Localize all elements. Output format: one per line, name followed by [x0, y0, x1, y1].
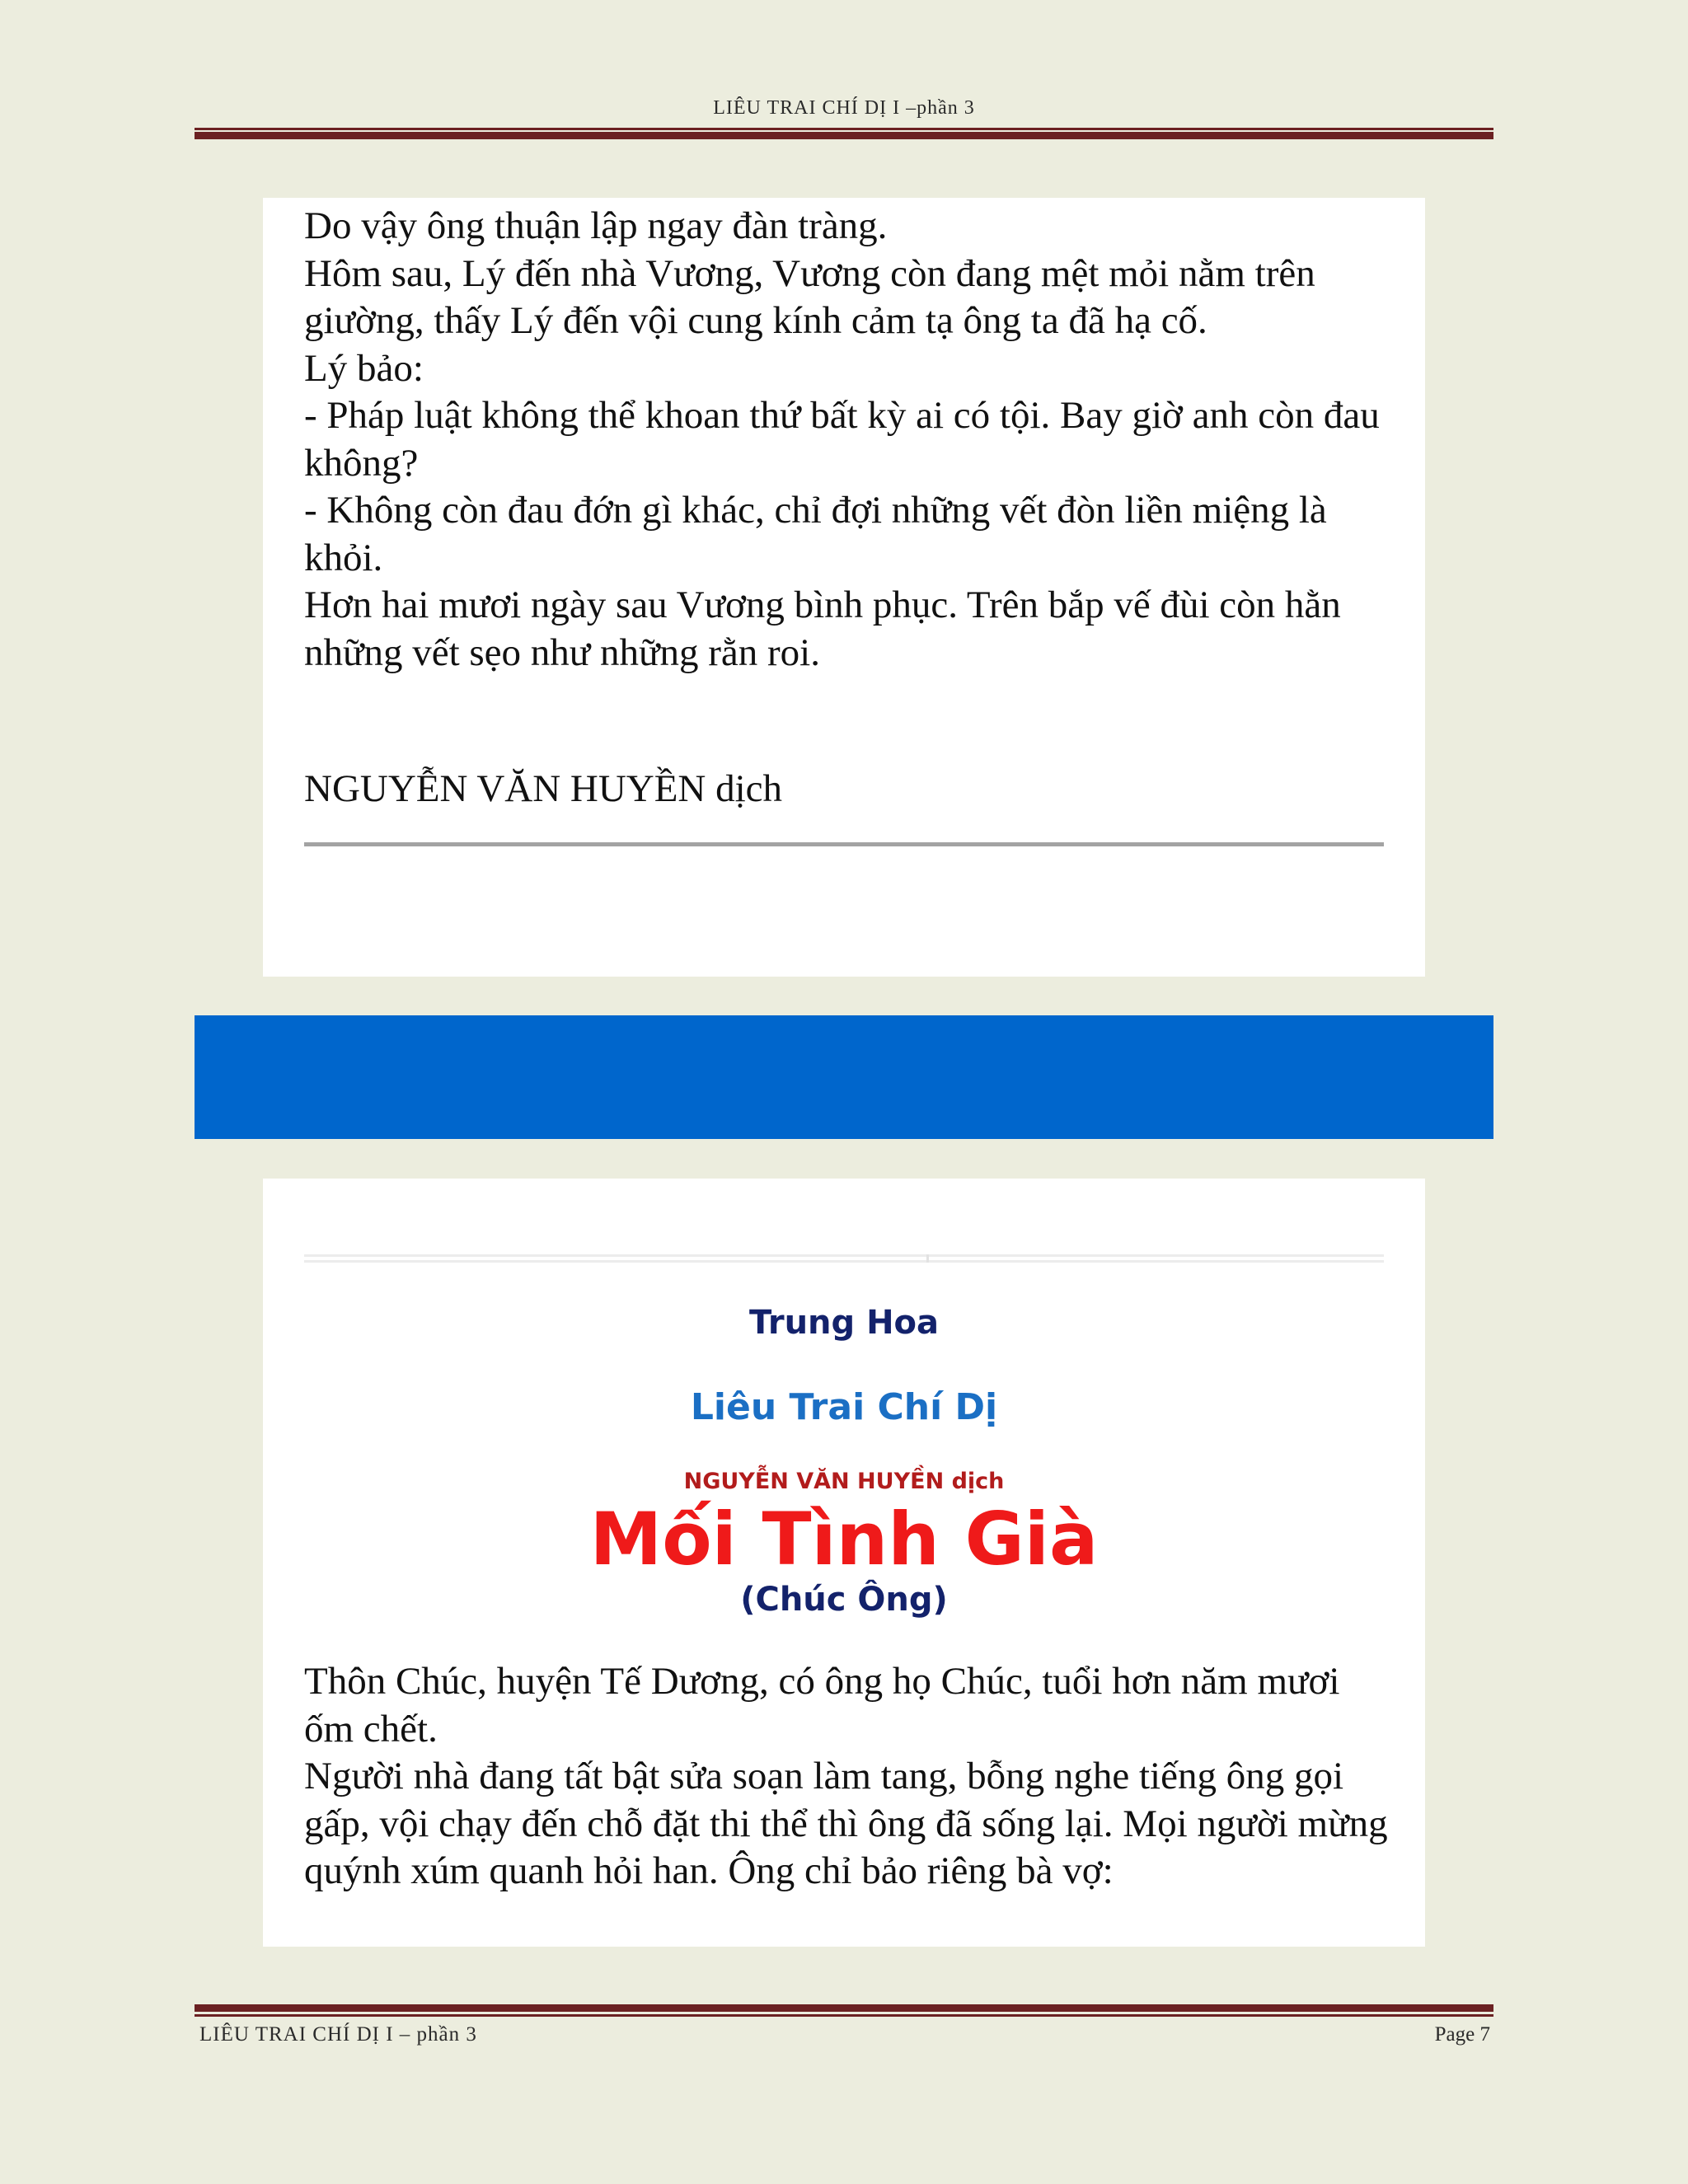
story-title: Mối Tình Già	[589, 1497, 1099, 1582]
section-divider	[304, 842, 1384, 846]
story-panel-top	[263, 198, 1425, 977]
footer-rule-thin	[195, 2014, 1493, 2017]
page-header-title: LIÊU TRAI CHÍ DỊ I –phần 3	[713, 97, 975, 119]
header-rule-thick	[195, 132, 1493, 139]
paragraph: - Pháp luật không thể khoan thứ bất kỳ ai có tội. Bay giờ anh còn đau không?	[304, 394, 1380, 485]
paragraph: - Không còn đau đớn gì khác, chỉ đợi những vết đòn liền miệng là khỏi.	[304, 489, 1327, 579]
footer-rule-thick	[195, 2004, 1493, 2012]
region-heading: Trung Hoa	[748, 1304, 940, 1342]
translator-heading: NGUYỄN VĂN HUYỀN dịch	[683, 1469, 1005, 1494]
paragraph: Người nhà đang tất bật sửa soạn làm tang, bỗng nghe tiếng ông gọi gấp, vội chạy đến chỗ đặt thi thể thì ông đã sống lại. Mọi người mừng quýnh xúm quanh hỏi han. Ông chỉ bảo riêng bà vợ:	[304, 1755, 1388, 1892]
double-rule-divider	[304, 1254, 1384, 1263]
paragraph: Hôm sau, Lý đến nhà Vương, Vương còn đang mệt mỏi nằm trên giường, thấy Lý đến vội cung kính cảm tạ ông ta đã hạ cố.	[304, 251, 1315, 342]
story-subtitle: (Chúc Ông)	[740, 1581, 948, 1619]
rule-notch	[926, 1254, 929, 1263]
paragraph: Thôn Chúc, huyện Tế Dương, có ông họ Chúc, tuổi hơn năm mươi ốm chết.	[304, 1660, 1340, 1750]
paragraph: Hơn hai mươi ngày sau Vương bình phục. Trên bắp vế đùi còn hằn những vết sẹo như những rằn roi.	[304, 583, 1341, 674]
story-text-bottom	[304, 1658, 1392, 1896]
paragraph: Do vậy ông thuận lập ngay đàn tràng.	[304, 204, 888, 247]
blue-banner	[195, 1015, 1493, 1139]
header-rule-thin	[195, 128, 1493, 130]
story-text-top	[304, 203, 1392, 677]
page-number: Page 7	[1434, 2023, 1490, 2046]
footer-title: LIÊU TRAI CHÍ DỊ I – phần 3	[199, 2023, 477, 2046]
series-heading: Liêu Trai Chí Dị	[690, 1386, 998, 1428]
story-panel-bottom	[263, 1179, 1425, 1947]
translator-credit: NGUYỄN VĂN HUYỀN dịch	[304, 767, 783, 810]
paragraph: Lý bảo:	[304, 346, 424, 390]
